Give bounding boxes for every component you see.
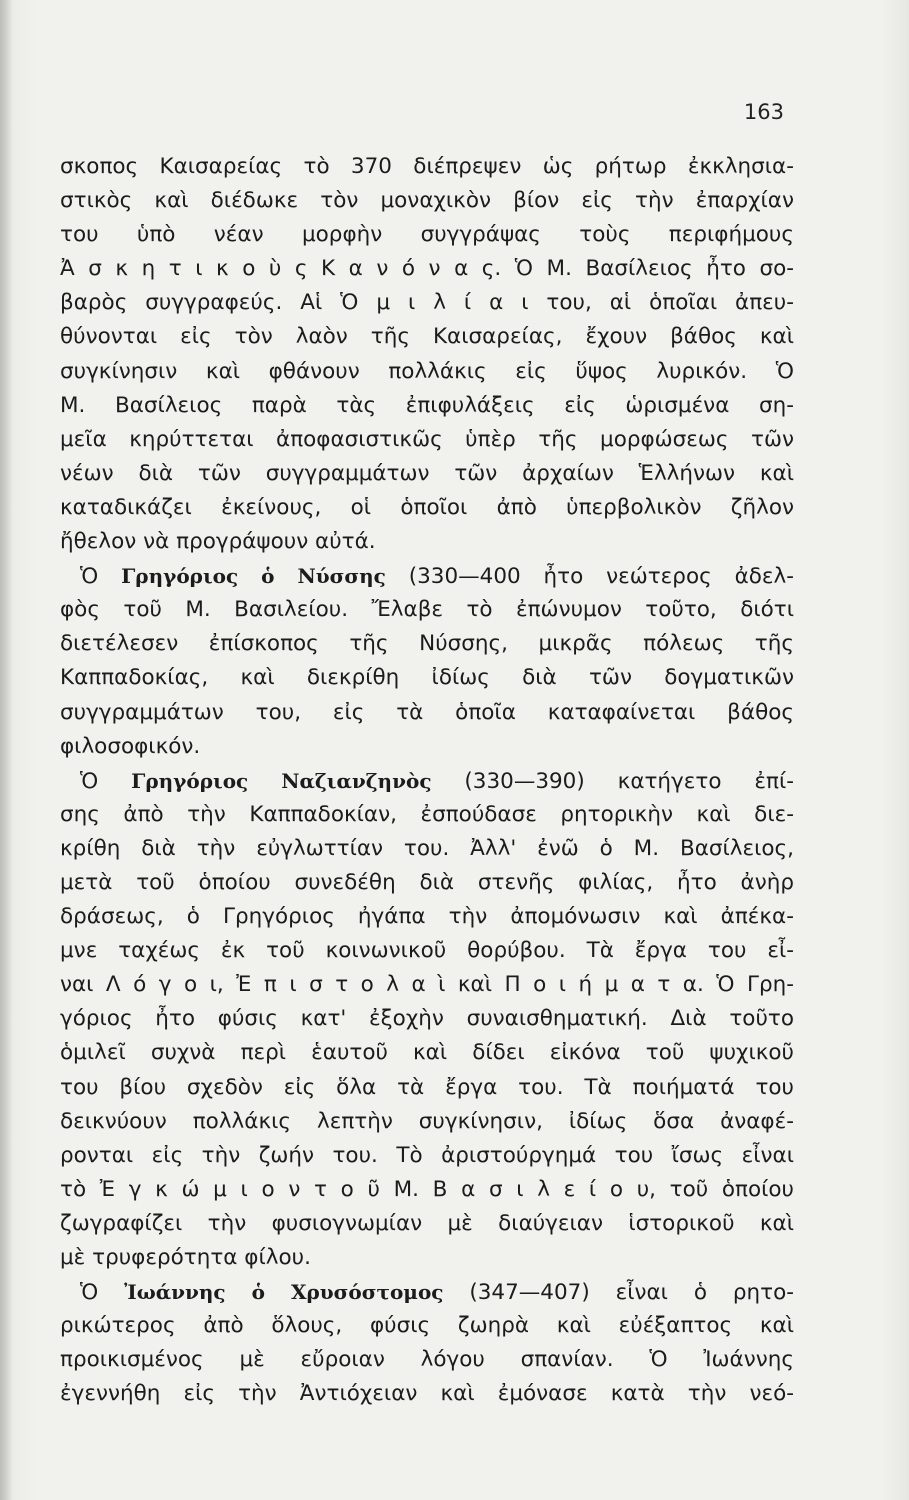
text-run: ἤθελον νὰ προγράψουν αὐτά. bbox=[60, 529, 376, 555]
text-line bbox=[60, 1139, 794, 1173]
text-run: σκοπος Καισαρείας τὸ 370 διέπρεψεν ὡς ρήτωρ ἐκκλησια- bbox=[60, 154, 794, 179]
text-run: Ὁ bbox=[80, 768, 132, 794]
text-run: Μ. Βασίλειος παρὰ τὰς ἐπιφυλάξεις εἰς ὡρισμένα ση- bbox=[60, 392, 794, 418]
text-line bbox=[60, 1207, 794, 1241]
text-run: συγγραμμάτων του, εἰς τὰ ὁποῖα καταφαίνεται βάθος bbox=[60, 699, 794, 725]
text-run: καταδικάζει ἐκείνους, οἱ ὁποῖοι ἀπὸ ὑπερβολικὸν ζῆλον bbox=[60, 494, 794, 520]
text-run: Ὁ bbox=[80, 1280, 125, 1306]
text-run: μετὰ τοῦ ὁποίου συνεδέθη διὰ στενῆς φιλίας, ἦτο ἀνὴρ bbox=[60, 869, 794, 895]
body-text bbox=[60, 150, 794, 1411]
text-line bbox=[60, 252, 794, 286]
text-line bbox=[60, 661, 794, 695]
text-run: σης ἀπὸ τὴν Καππαδοκίαν, ἐσπούδασε ρητορικὴν καὶ διε- bbox=[60, 801, 794, 827]
text-run: (330—390) κατήγετο ἐπί- bbox=[431, 768, 794, 794]
text-line bbox=[60, 1105, 794, 1139]
text-line bbox=[60, 1173, 794, 1207]
text-line bbox=[60, 627, 794, 661]
text-line bbox=[60, 559, 794, 593]
text-line bbox=[60, 1377, 794, 1411]
text-run: φιλοσοφικόν. bbox=[60, 733, 201, 759]
text-line bbox=[60, 218, 794, 252]
text-run: του ὑπὸ νέαν μορφὴν συγγράψας τοὺς περιφήμους bbox=[60, 222, 794, 248]
text-run: ρικώτερος ἀπὸ ὅλους, φύσις ζωηρὰ καὶ εὐέξαπτος καὶ bbox=[60, 1313, 794, 1339]
text-run: Ἀ σ κ η τ ι κ ο ὺ ς Κ α ν ό ν α ς. Ὁ Μ. Βασίλειος ἦτο σο- bbox=[60, 256, 794, 282]
text-run: μὲ τρυφερότητα φίλου. bbox=[60, 1245, 311, 1270]
text-run: Καππαδοκίας, καὶ διεκρίθη ἰδίως διὰ τῶν δογματικῶν bbox=[60, 665, 794, 691]
text-line bbox=[60, 150, 794, 184]
text-run: στικὸς καὶ διέδωκε τὸν μοναχικὸν βίον εἰς τὴν ἐπαρχίαν bbox=[60, 188, 794, 214]
text-line bbox=[60, 525, 794, 559]
text-run: ρονται εἰς τὴν ζωήν του. Τὸ ἀριστούργημά του ἴσως εἶναι bbox=[60, 1142, 794, 1168]
text-line bbox=[60, 355, 794, 389]
text-line bbox=[60, 491, 794, 525]
text-run: μεῖα κηρύττεται ἀποφασιστικῶς ὑπὲρ τῆς μορφώσεως τῶν bbox=[60, 426, 794, 452]
text-run: ὁμιλεῖ συχνὰ περὶ ἑαυτοῦ καὶ δίδει εἰκόνα τοῦ ψυχικοῦ bbox=[60, 1040, 794, 1066]
text-line bbox=[60, 286, 794, 320]
text-line bbox=[60, 1036, 794, 1070]
text-line bbox=[60, 389, 794, 423]
text-run: διετέλεσεν ἐπίσκοπος τῆς Νύσσης, μικρᾶς πόλεως τῆς bbox=[60, 631, 794, 657]
text-run: θύνονται εἰς τὸν λαὸν τῆς Καισαρείας, ἔχουν βάθος καὶ bbox=[60, 324, 794, 350]
text-line bbox=[60, 866, 794, 900]
text-line bbox=[60, 457, 794, 491]
text-run: (330—400 ἦτο νεώτερος ἀδελ- bbox=[385, 564, 794, 590]
text-line bbox=[60, 934, 794, 968]
bold-name: Ἰωάννης ὁ Χρυσόστομος bbox=[124, 1280, 444, 1305]
binding-shadow bbox=[0, 0, 12, 1500]
text-run: προικισμένος μὲ εὔροιαν λόγου σπανίαν. Ὁ Ἰωάννης bbox=[60, 1347, 794, 1373]
text-line bbox=[60, 1241, 794, 1275]
text-line bbox=[60, 1309, 794, 1343]
text-line bbox=[60, 900, 794, 934]
bold-name: Γρηγόριος Ναζιανζηνὸς bbox=[131, 768, 432, 793]
text-run: του βίου σχεδὸν εἰς ὅλα τὰ ἔργα του. Τὰ ποιήματά του bbox=[60, 1074, 794, 1100]
text-run: συγκίνησιν καὶ φθάνουν πολλάκις εἰς ὕψος λυρικόν. Ὁ bbox=[60, 358, 794, 384]
text-run: μνε ταχέως ἐκ τοῦ κοινωνικοῦ θορύβου. Τὰ ἔργα του εἶ- bbox=[60, 938, 794, 964]
text-line bbox=[60, 1002, 794, 1036]
text-line bbox=[60, 1071, 794, 1105]
text-run: ζωγραφίζει τὴν φυσιογνωμίαν μὲ διαύγειαν ἱστορικοῦ καὶ bbox=[60, 1210, 794, 1236]
text-run: δράσεως, ὁ Γρηγόριος ἠγάπα τὴν ἀπομόνωσιν καὶ ἀπέκα- bbox=[60, 904, 794, 930]
text-line bbox=[60, 696, 794, 730]
text-run: γόριος ἦτο φύσις κατ' ἐξοχὴν συναισθηματική. Διὰ τοῦτο bbox=[60, 1006, 794, 1032]
text-line bbox=[60, 423, 794, 457]
text-run: φὸς τοῦ Μ. Βασιλείου. Ἔλαβε τὸ ἐπώνυμον τοῦτο, διότι bbox=[60, 597, 794, 623]
page-number: 163 bbox=[743, 100, 784, 124]
text-line bbox=[60, 1275, 794, 1309]
text-line bbox=[60, 320, 794, 354]
text-line bbox=[60, 832, 794, 866]
text-run: νέων διὰ τῶν συγγραμμάτων τῶν ἀρχαίων Ἑλλήνων καὶ bbox=[60, 460, 794, 486]
text-line bbox=[60, 968, 794, 1002]
text-run: ναι Λ ό γ ο ι, Ἐ π ι σ τ ο λ α ὶ καὶ Π ο ι ή μ α τ α. Ὁ Γρη- bbox=[60, 972, 794, 998]
text-line bbox=[60, 798, 794, 832]
text-run: Ὁ bbox=[80, 564, 122, 590]
text-run: ἐγεννήθη εἰς τὴν Ἀντιόχειαν καὶ ἐμόνασε κατὰ τὴν νεό- bbox=[60, 1381, 794, 1407]
text-line bbox=[60, 730, 794, 764]
text-run: βαρὸς συγγραφεύς. Αἱ Ὁ μ ι λ ί α ι του, αἱ ὁποῖαι ἀπευ- bbox=[60, 290, 794, 316]
text-run: κρίθη διὰ τὴν εὐγλωττίαν του. Ἀλλ' ἐνῶ ὁ Μ. Βασίλειος, bbox=[60, 835, 794, 861]
text-run: δεικνύουν πολλάκις λεπτὴν συγκίνησιν, ἰδίως ὅσα ἀναφέ- bbox=[60, 1108, 794, 1134]
text-run: (347—407) εἶναι ὁ ρητο- bbox=[443, 1280, 794, 1306]
bold-name: Γρηγόριος ὁ Νύσσης bbox=[121, 564, 386, 589]
text-line bbox=[60, 184, 794, 218]
text-line bbox=[60, 1343, 794, 1377]
text-run: τὸ Ἐ γ κ ώ μ ι ο ν τ ο ῦ Μ. Β α σ ι λ ε ί ο υ, τοῦ ὁποίου bbox=[60, 1176, 794, 1202]
text-line bbox=[60, 764, 794, 798]
text-line bbox=[60, 593, 794, 627]
